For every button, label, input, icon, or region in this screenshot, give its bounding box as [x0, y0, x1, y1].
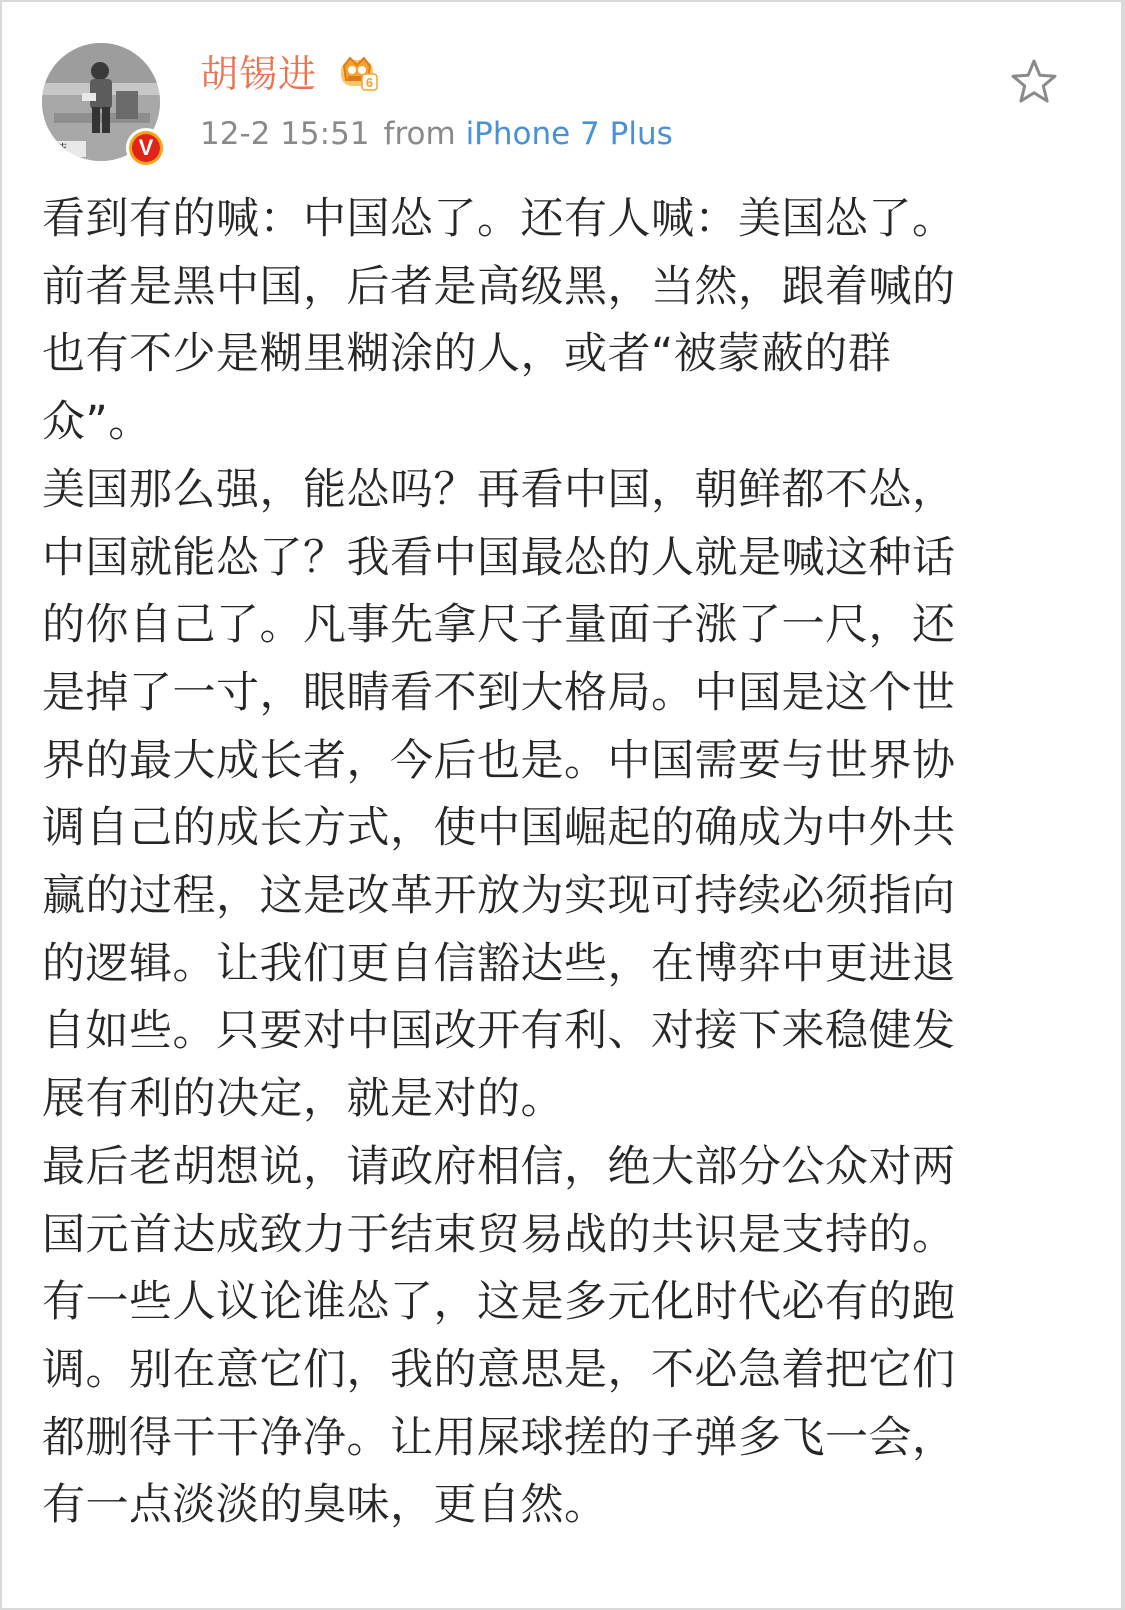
crown-level-6-icon — [336, 50, 380, 94]
post-meta — [200, 114, 673, 154]
post-line: 的你自己了。凡事先拿尺子量面子涨了一尺，还 — [42, 600, 956, 651]
avatar-caption: 萨 — [54, 143, 68, 158]
verified-v-icon — [126, 128, 166, 168]
post-line: 前者是黑中国，后者是高级黑，当然，跟着喊的 — [42, 261, 956, 312]
post-body — [42, 186, 1032, 1540]
post-line: 也有不少是糊里糊涂的人，或者“被蒙蔽的群 — [42, 329, 892, 380]
post-line: 国元首达成致力于结束贸易战的共识是支持的。 — [42, 1209, 956, 1260]
post-line: 有一些人议论谁怂了，这是多元化时代必有的跑 — [42, 1277, 956, 1328]
post-line: 展有利的决定，就是对的。 — [42, 1074, 564, 1125]
post-line: 是掉了一寸，眼睛看不到大格局。中国是这个世 — [42, 667, 956, 718]
author-name[interactable]: 胡锡进 — [200, 52, 318, 96]
post-line: 调。别在意它们，我的意思是，不必急着把它们 — [42, 1344, 956, 1395]
post-line: 美国那么强，能怂吗？再看中国，朝鲜都不怂， — [42, 464, 956, 515]
svg-text:6: 6 — [365, 75, 374, 90]
weibo-post-card — [2, 2, 1121, 1608]
post-line: 界的最大成长者，今后也是。中国需要与世界协 — [42, 735, 956, 786]
source-device-link[interactable]: iPhone 7 Plus — [465, 116, 673, 152]
post-line: 有一点淡淡的臭味，更自然。 — [42, 1480, 608, 1531]
post-line: 中国就能怂了？我看中国最怂的人就是喊这种话 — [42, 532, 956, 583]
star-outline-icon[interactable] — [1008, 56, 1060, 108]
post-line: 的逻辑。让我们更自信豁达些，在博弈中更进退 — [42, 938, 956, 989]
verified-mark: V — [132, 134, 160, 162]
post-line: 自如些。只要对中国改开有利、对接下来稳健发 — [42, 1006, 956, 1057]
post-line: 都删得干干净净。让用屎球搓的子弹多飞一会， — [42, 1412, 956, 1463]
post-line: 赢的过程，这是改革开放为实现可持续必须指向 — [42, 871, 956, 922]
source-from-label: from — [383, 116, 456, 152]
post-timestamp: 12-2 15:51 — [200, 116, 370, 152]
post-line: 看到有的喊：中国怂了。还有人喊：美国怂了。 — [42, 194, 956, 244]
post-line: 众”。 — [42, 397, 152, 448]
post-line: 调自己的成长方式，使中国崛起的确成为中外共 — [42, 803, 956, 854]
post-line: 最后老胡想说，请政府相信，绝大部分公众对两 — [42, 1141, 956, 1192]
